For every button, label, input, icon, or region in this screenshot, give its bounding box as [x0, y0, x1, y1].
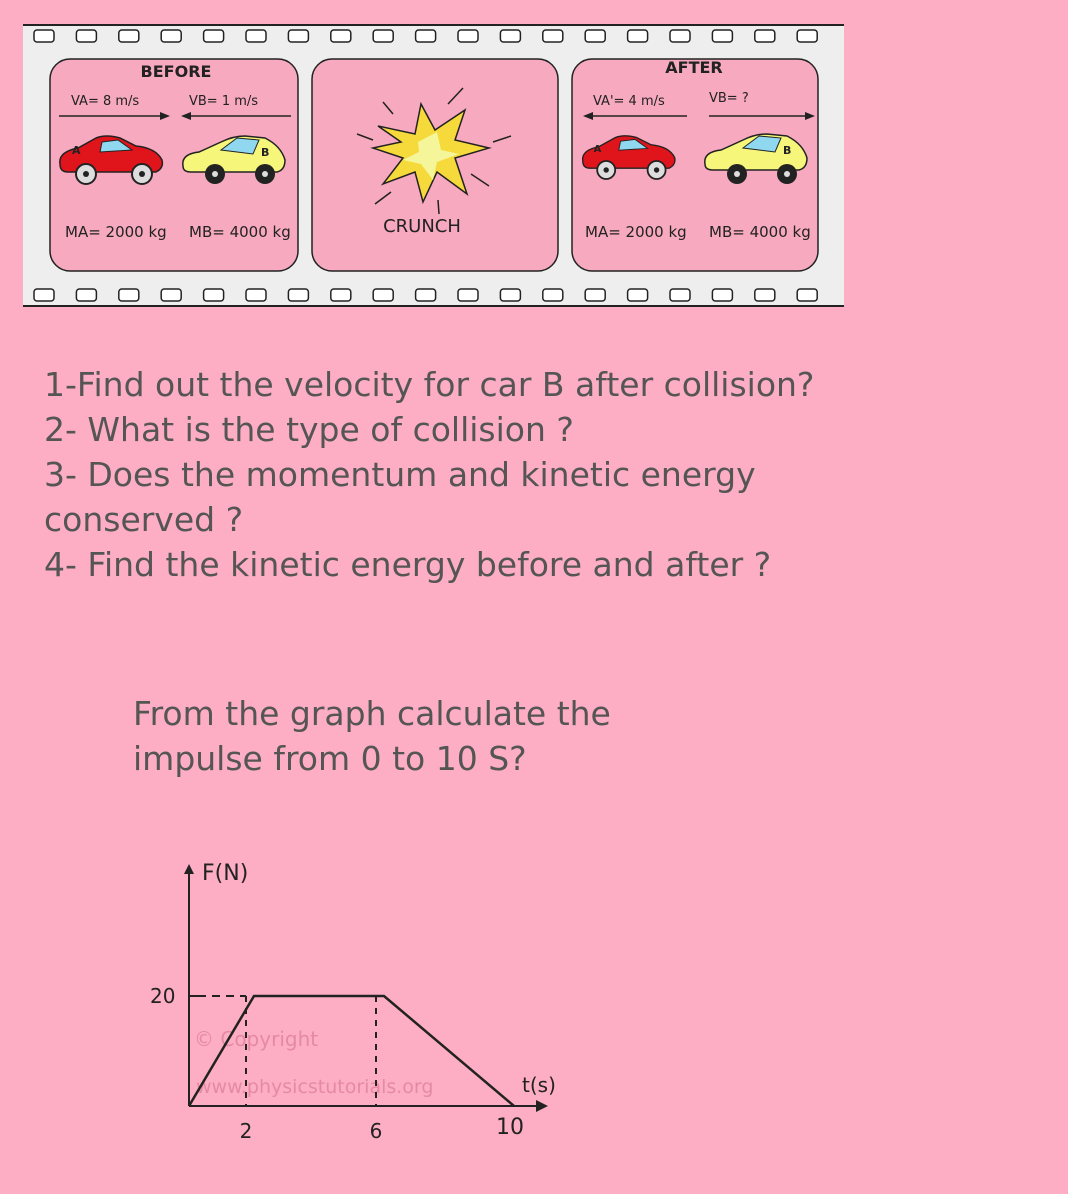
film-hole: [585, 289, 605, 301]
film-hole: [585, 30, 605, 42]
before-title: BEFORE: [140, 62, 212, 81]
before-mb-label: MB= 4000 kg: [189, 223, 291, 241]
question-3: 3- Does the momentum and kinetic energy: [44, 455, 756, 494]
film-hole: [416, 30, 436, 42]
after-vb-label: VB= ?: [709, 91, 749, 106]
svg-text:A: A: [593, 144, 602, 155]
film-hole: [543, 30, 563, 42]
graph-prompt: [133, 691, 611, 781]
force-time-graph: [140, 850, 580, 1150]
x-axis-label: t(s): [522, 1073, 556, 1097]
x-tick-10: 10: [496, 1115, 524, 1140]
film-hole: [458, 30, 478, 42]
film-hole: [628, 30, 648, 42]
arrow-right-icon: [536, 1100, 548, 1112]
film-hole: [416, 289, 436, 301]
watermark-site: www.physicstutorials.org: [196, 1076, 434, 1098]
film-hole: [161, 289, 181, 301]
film-hole: [373, 30, 393, 42]
after-va-label: VA'= 4 m/s: [593, 94, 665, 109]
after-title: AFTER: [665, 58, 723, 77]
film-hole: [204, 30, 224, 42]
film-hole: [797, 30, 817, 42]
question-1: 1-Find out the velocity for car B after collision?: [44, 365, 815, 404]
film-hole: [331, 289, 351, 301]
graph-prompt-line-2: impulse from 0 to 10 S?: [133, 739, 527, 778]
film-hole: [76, 289, 96, 301]
film-hole: [119, 289, 139, 301]
x-tick-6: 6: [369, 1119, 383, 1143]
question-3-continued: conserved ?: [44, 500, 244, 539]
graph-prompt-line-1: From the graph calculate the: [133, 694, 611, 733]
before-vb-label: VB= 1 m/s: [189, 94, 259, 109]
crunch-label: CRUNCH: [383, 216, 461, 237]
before-va-label: VA= 8 m/s: [71, 94, 140, 109]
film-hole: [34, 30, 54, 42]
before-ma-label: MA= 2000 kg: [65, 223, 167, 241]
film-hole: [288, 289, 308, 301]
y-axis-label: F(N): [202, 861, 249, 886]
film-hole: [628, 289, 648, 301]
film-hole: [331, 30, 351, 42]
film-hole: [373, 289, 393, 301]
film-hole: [543, 289, 563, 301]
svg-text:B: B: [261, 146, 270, 159]
svg-text:B: B: [783, 144, 792, 157]
film-hole: [670, 289, 690, 301]
svg-text:A: A: [72, 144, 81, 157]
film-hole: [500, 30, 520, 42]
film-hole: [246, 30, 266, 42]
question-list: [44, 362, 1044, 587]
after-ma-label: MA= 2000 kg: [585, 223, 687, 241]
film-hole: [797, 289, 817, 301]
question-4: 4- Find the kinetic energy before and after ?: [44, 545, 772, 584]
film-hole: [34, 289, 54, 301]
film-hole: [500, 289, 520, 301]
watermark-copyright: © Copyright: [194, 1027, 319, 1051]
x-tick-2: 2: [239, 1119, 253, 1143]
film-hole: [288, 30, 308, 42]
film-hole: [204, 289, 224, 301]
arrow-up-icon: [184, 864, 194, 874]
film-hole: [712, 289, 732, 301]
film-hole: [458, 289, 478, 301]
after-mb-label: MB= 4000 kg: [709, 223, 811, 241]
film-hole: [712, 30, 732, 42]
film-hole: [76, 30, 96, 42]
film-hole: [755, 289, 775, 301]
film-hole: [670, 30, 690, 42]
film-hole: [755, 30, 775, 42]
question-2: 2- What is the type of collision ?: [44, 410, 574, 449]
film-hole: [161, 30, 181, 42]
film-hole: [119, 30, 139, 42]
collision-film-strip: [23, 24, 844, 307]
y-tick-20: 20: [150, 984, 176, 1008]
film-hole: [246, 289, 266, 301]
